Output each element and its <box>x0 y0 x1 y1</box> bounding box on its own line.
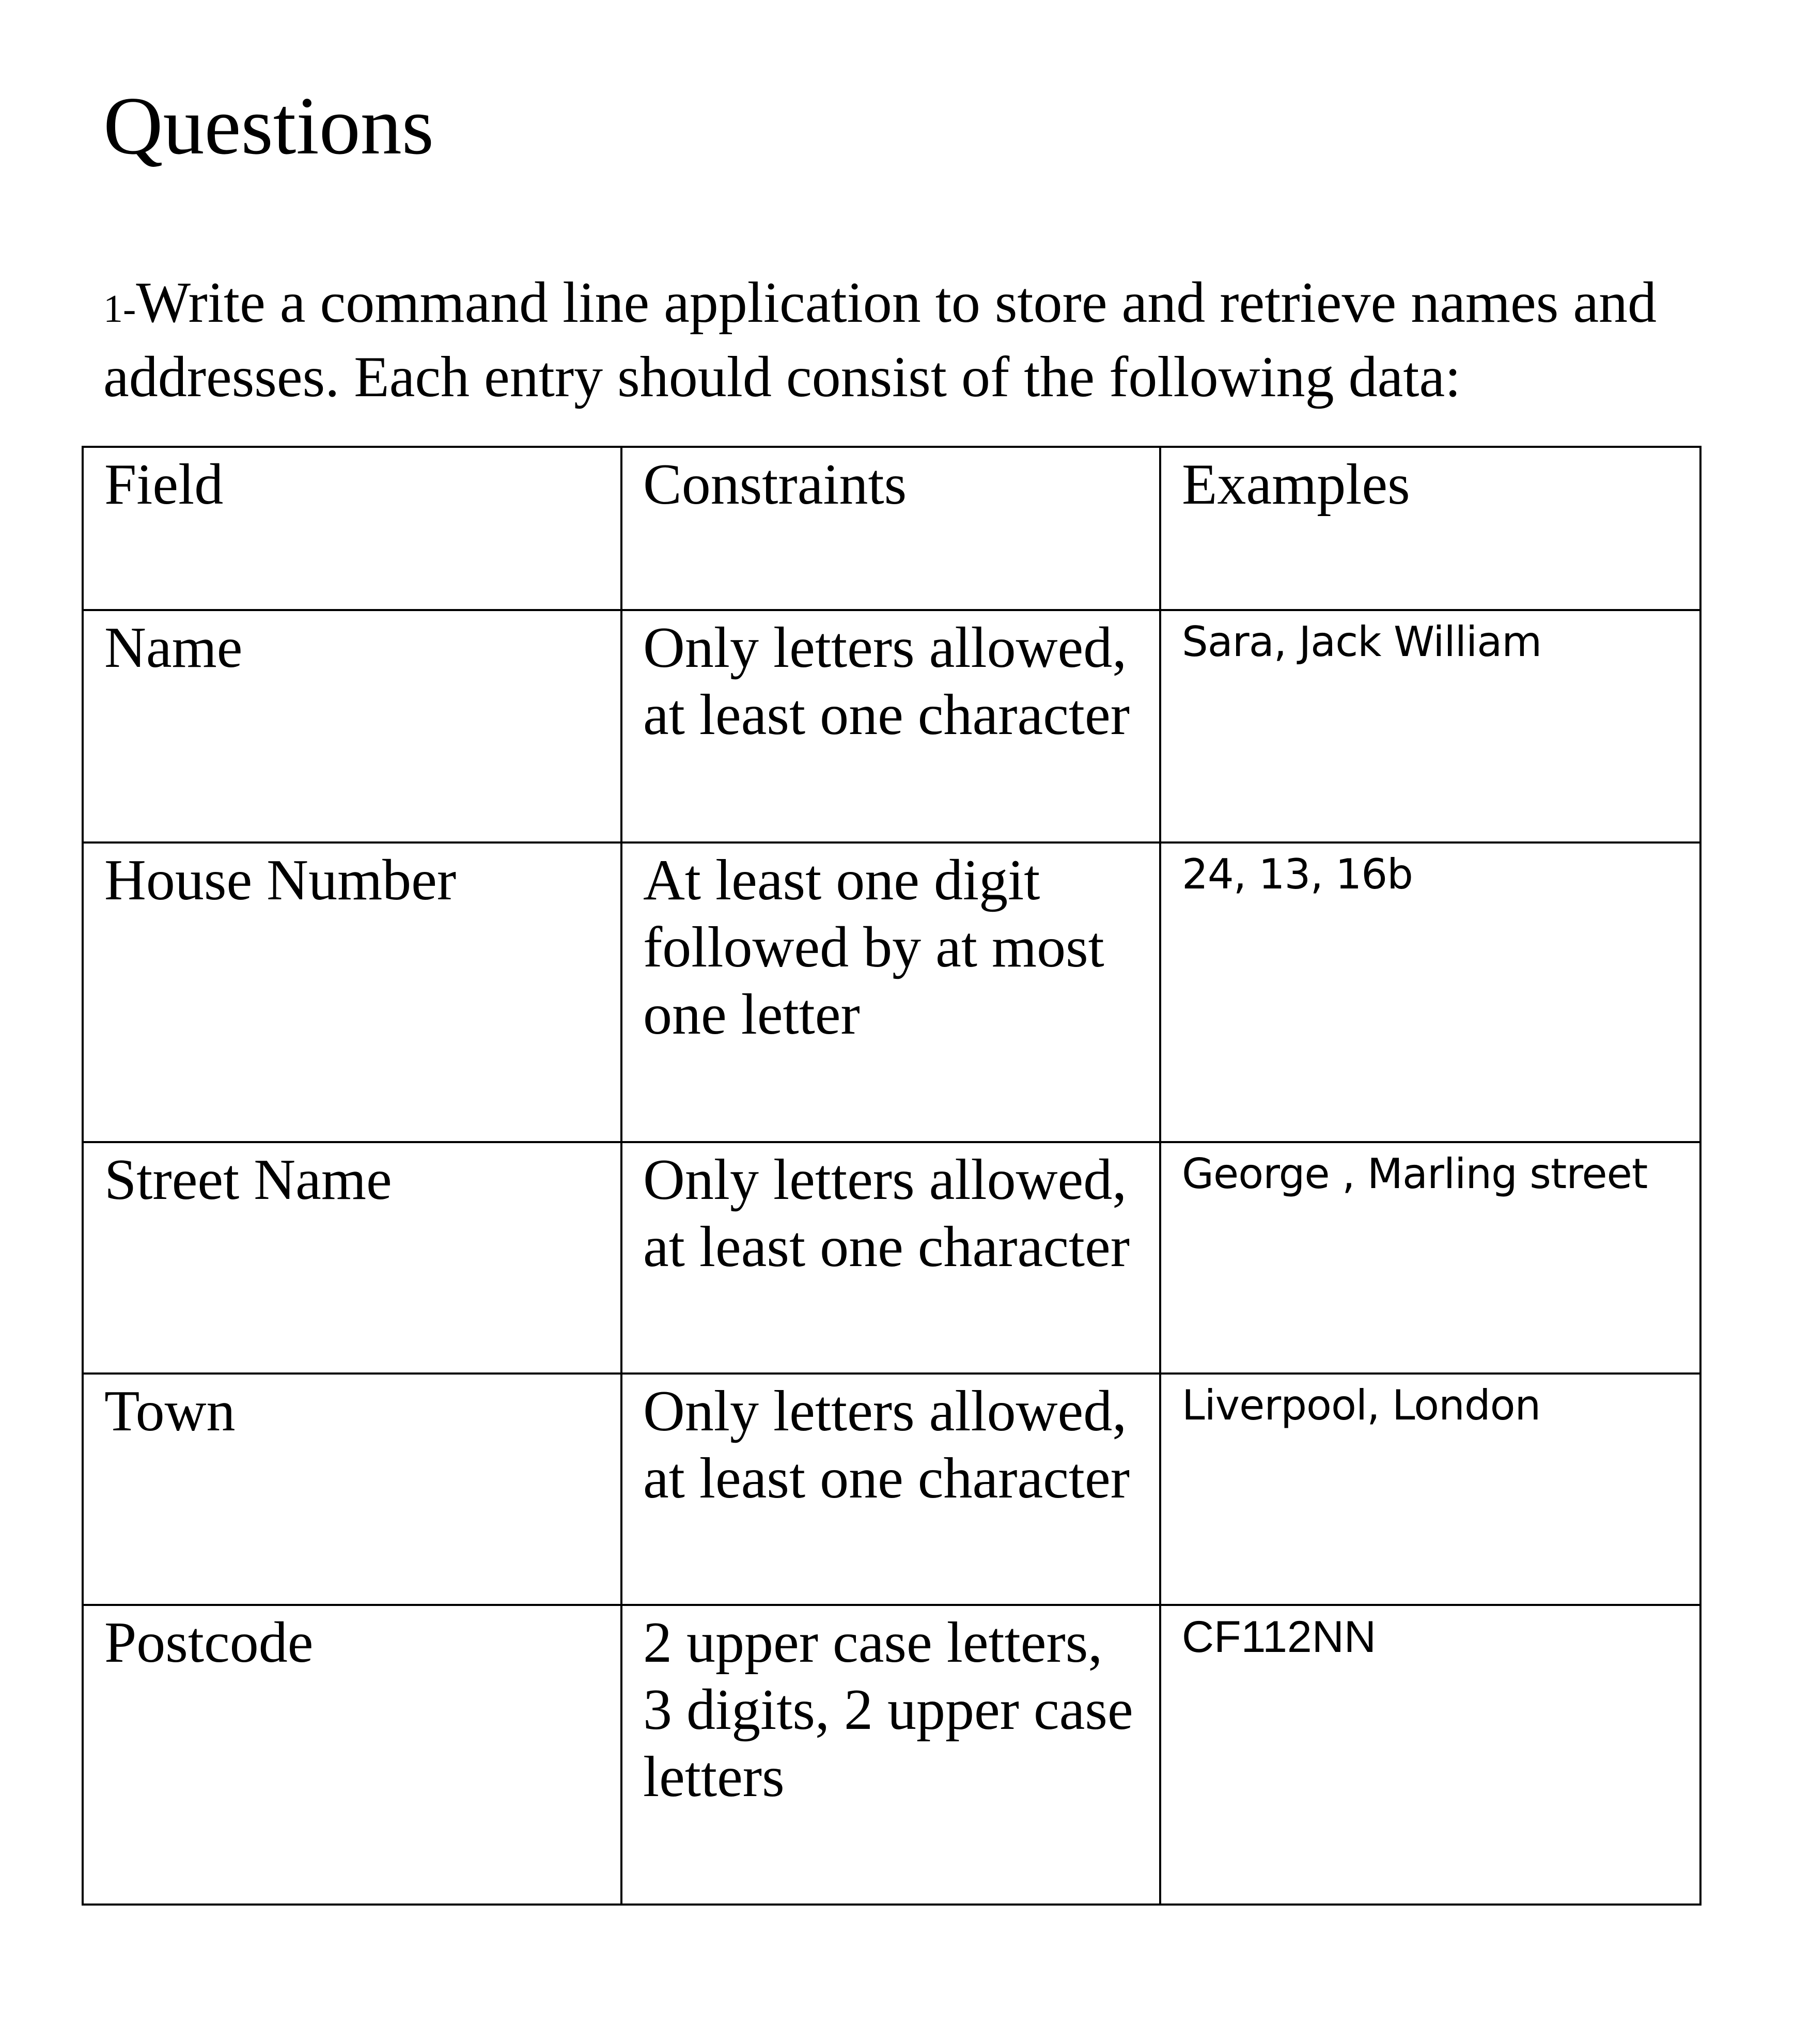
table-header-row <box>83 447 1700 610</box>
header-cell-field <box>83 447 621 610</box>
field-cell <box>83 1605 621 1905</box>
question-1 <box>103 269 1694 411</box>
examples-cell <box>1160 1142 1700 1374</box>
field-constraints: At least one digit followed by at most one letter <box>643 848 1104 1047</box>
field-name: House Number <box>104 848 457 912</box>
table-row <box>83 1374 1700 1605</box>
field-examples: Liverpool, London <box>1182 1381 1541 1429</box>
constraints-cell <box>621 842 1160 1142</box>
field-cell <box>83 610 621 842</box>
constraints-cell <box>621 1605 1160 1905</box>
field-constraints: 2 upper case letters, 3 digits, 2 upper case letters <box>643 1611 1133 1809</box>
page-title: Questions <box>103 80 434 171</box>
field-constraints: Only letters allowed, at least one character <box>643 616 1130 747</box>
header-field-label: Field <box>104 453 224 517</box>
field-name: Town <box>104 1379 236 1443</box>
examples-cell <box>1160 610 1700 842</box>
constraints-cell <box>621 1374 1160 1605</box>
header-cell-examples <box>1160 447 1700 610</box>
table-row <box>83 1142 1700 1374</box>
data-spec-table <box>82 446 1702 1906</box>
field-cell <box>83 842 621 1142</box>
field-name: Postcode <box>104 1611 314 1675</box>
table-row <box>83 610 1700 842</box>
header-cell-constraints <box>621 447 1160 610</box>
header-constraints-label: Constraints <box>643 453 907 517</box>
constraints-cell <box>621 610 1160 842</box>
table-row <box>83 842 1700 1142</box>
examples-cell <box>1160 1374 1700 1605</box>
field-constraints: Only letters allowed, at least one character <box>643 1148 1130 1279</box>
field-examples: George , Marling street <box>1182 1150 1648 1198</box>
field-examples: 24, 13, 16b <box>1182 850 1413 898</box>
field-name: Street Name <box>104 1148 392 1212</box>
table-row <box>83 1605 1700 1905</box>
question-text: Write a command line application to store and retrieve names and addresses. Each entry should consist of the following data: <box>103 271 1657 409</box>
examples-cell <box>1160 1605 1700 1905</box>
field-cell <box>83 1374 621 1605</box>
field-cell <box>83 1142 621 1374</box>
field-name: Name <box>104 616 243 680</box>
field-examples: CF112NN <box>1182 1612 1376 1662</box>
field-constraints: Only letters allowed, at least one character <box>643 1379 1130 1510</box>
header-examples-label: Examples <box>1182 453 1410 517</box>
constraints-cell <box>621 1142 1160 1374</box>
question-number: 1- <box>103 287 136 331</box>
examples-cell <box>1160 842 1700 1142</box>
field-examples: Sara, Jack William <box>1182 618 1542 666</box>
